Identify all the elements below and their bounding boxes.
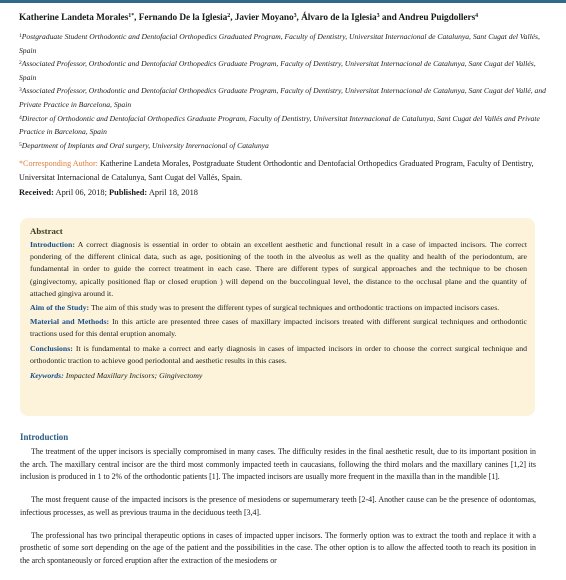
affiliation (19, 30, 547, 57)
paragraph: The professional has two principal therapeutic options in cases of impacted upper incisors. The formerly option was to extract the tooth and replace it with a prosthetic of some sort depending on the age of the patient and the possibilities in the case. The other option is to allow the affected tooth to reach its position in the arch spontaneously or forced eruption after the extraction of the mesiodens or (20, 530, 536, 565)
corresponding-label: Corresponding Author: (23, 159, 98, 168)
affiliation-text: Director of Orthodontic and Dentofacial Orthopedics Graduate Program, Faculty of Dentistry, Universitat Internacional de Catalunya, Sant Cugat del Vallés and Private Practice in Barcelona, Spain (19, 113, 540, 137)
affiliation (19, 112, 547, 139)
abstract-section-label: Introduction: (30, 240, 75, 249)
author-name: Álvaro de la Iglesia (301, 13, 377, 23)
author-name: Katherine Landeta Morales (19, 13, 129, 23)
affiliation-text: Associated Professor, Orthodontic and Dentofacial Orthopedics Graduate Program, Faculty of Dentistry, Universitat Internacional de Catalunya, Sant Cugat del Vallés, Spain (19, 59, 536, 82)
keywords-text: Impacted Maxillary Incisors; Gingivectomy (65, 371, 203, 381)
abstract-aim (30, 302, 527, 314)
author-separator: , (230, 13, 235, 23)
introduction-body (20, 446, 536, 578)
keywords-label: Keywords: (30, 371, 64, 381)
author-affil-mark: 4 (475, 13, 479, 19)
received-label: Received: (19, 188, 54, 197)
affiliation-text: Associated Professor, Orthodontic and Dentofacial Orthopedics Graduate Program, Faculty of Dentistry, Universitat Internacional de Catalunya, Sant Cugat del Vallé, and Private Practice in Barcelona, Spain (19, 86, 546, 109)
author-affil-mark: 3 (293, 13, 297, 19)
abstract-section-label: Conclusions: (30, 343, 73, 353)
abstract-section-label: Aim of the Study: (30, 303, 90, 313)
affiliation-text: Department of Implants and Oral surgery, University Inrernacional of Catalunya (21, 140, 269, 150)
abstract-section-text: A correct diagnosis is essential in order to obtain an excellent aesthetic and functional result in a case of impacted incisors. The correct pondering of the different clinical data, such as age, positioning of the tooth in the alveolus as well as the quality and health of the periodontum, are fundamental in order to guide the correct treatment in each case. There are different types of surgical approaches and the technique to be chosen (gingivectomy, apically positioned flap or closed eruption ) will depend on the buccolingual level, the distance to the occlusal plane and the quantity of attached gingiva around it. (30, 240, 527, 298)
received-date: April 06, 2018; (55, 188, 107, 197)
affiliation-number: 1 (19, 33, 22, 39)
affiliations (19, 30, 547, 152)
abstract-introduction (30, 239, 527, 300)
author-name: Andreu Puigdollers (398, 13, 476, 23)
author-separator: , (134, 13, 139, 23)
abstract-section-label: Material and Methods: (30, 317, 110, 327)
affiliation (19, 139, 547, 153)
affiliation (19, 57, 547, 84)
author-list (19, 13, 559, 23)
abstract-section-text: It is fundamental to make a correct and early diagnosis in cases of impacted incisors in order to choose the correct surgical technique and orthodontic traction to achieve good periodontal and aesthetic results in this cases. (30, 343, 527, 365)
abstract-methods (30, 316, 527, 340)
top-rule (0, 0, 566, 3)
abstract-section-text: In this article are presented three cases of maxillary impacted incisors treated with different surgical techniques and orthodontic tractions used for this dental eruption anomaly. (30, 317, 528, 339)
corresponding-author (19, 157, 549, 184)
published-label: Published: (109, 188, 148, 197)
affiliation-number: 4 (19, 114, 22, 121)
author-affil-mark: 1* (128, 13, 135, 19)
affiliation-number: 5 (19, 141, 22, 148)
article-dates (19, 188, 549, 197)
affiliation-text: Postgraduate Student Orthodontic and Dentofacial Orthopedics Graduated Program, Faculty of Dentistry, Universitat Internacional de Catalunya, Sant Cugat del Vallés, Spain (19, 32, 540, 55)
abstract-box (20, 218, 535, 416)
author-affil-mark: 2 (227, 13, 231, 19)
author-separator: and (379, 13, 399, 23)
paragraph: The most frequent cause of the impacted incisors is the presence of mesiodens or supernumerary teeth [2-4]. Another cause can be the presence of odontomas, infectious processes, as well as previous trauma in the deciduous teeth [3,4]. (20, 495, 536, 517)
author-name: Fernando De la Iglesia (138, 13, 228, 23)
affiliation (19, 84, 547, 111)
introduction-heading: Introduction (20, 432, 69, 442)
author-separator: , (296, 13, 302, 23)
corresponding-text: Katherine Landeta Morales, Postgraduate Student Orthodontic and Dentofacial Orthopedics Graduated Program, Faculty of Dentistry, Universitat Internacional de Catalunya, Sant Cugat del Vallés, Spain. (19, 159, 534, 182)
abstract-conclusions (30, 343, 527, 367)
abstract-title: Abstract (30, 226, 63, 236)
affiliation-number: 3 (19, 87, 22, 94)
affiliation-number: 2 (19, 60, 22, 67)
keywords (30, 370, 527, 382)
abstract-section-text: The aim of this study was to present the different types of surgical techniques and orthodontic tractions on impacted incisors cases. (90, 303, 500, 313)
corresponding-star: * (19, 159, 24, 168)
published-date: April 18, 2018 (148, 188, 198, 197)
author-affil-mark: 3 (376, 13, 380, 19)
author-name: Javier Moyano (234, 13, 294, 23)
paragraph: The treatment of the upper incisors is specially compromised in many cases. The difficulty resides in the final aesthetic result, due to its important position in the arch. The maxillary central incisor are the third most commonly impacted teeth in caucasians, following the third molars and the maxillary canines [1,2] its inclusion is produced in 1 to 2% of the orthodontic patients [1]. The impacted incisors are usually more frequent in the maxilla than in the mandible [1]. (20, 447, 536, 482)
